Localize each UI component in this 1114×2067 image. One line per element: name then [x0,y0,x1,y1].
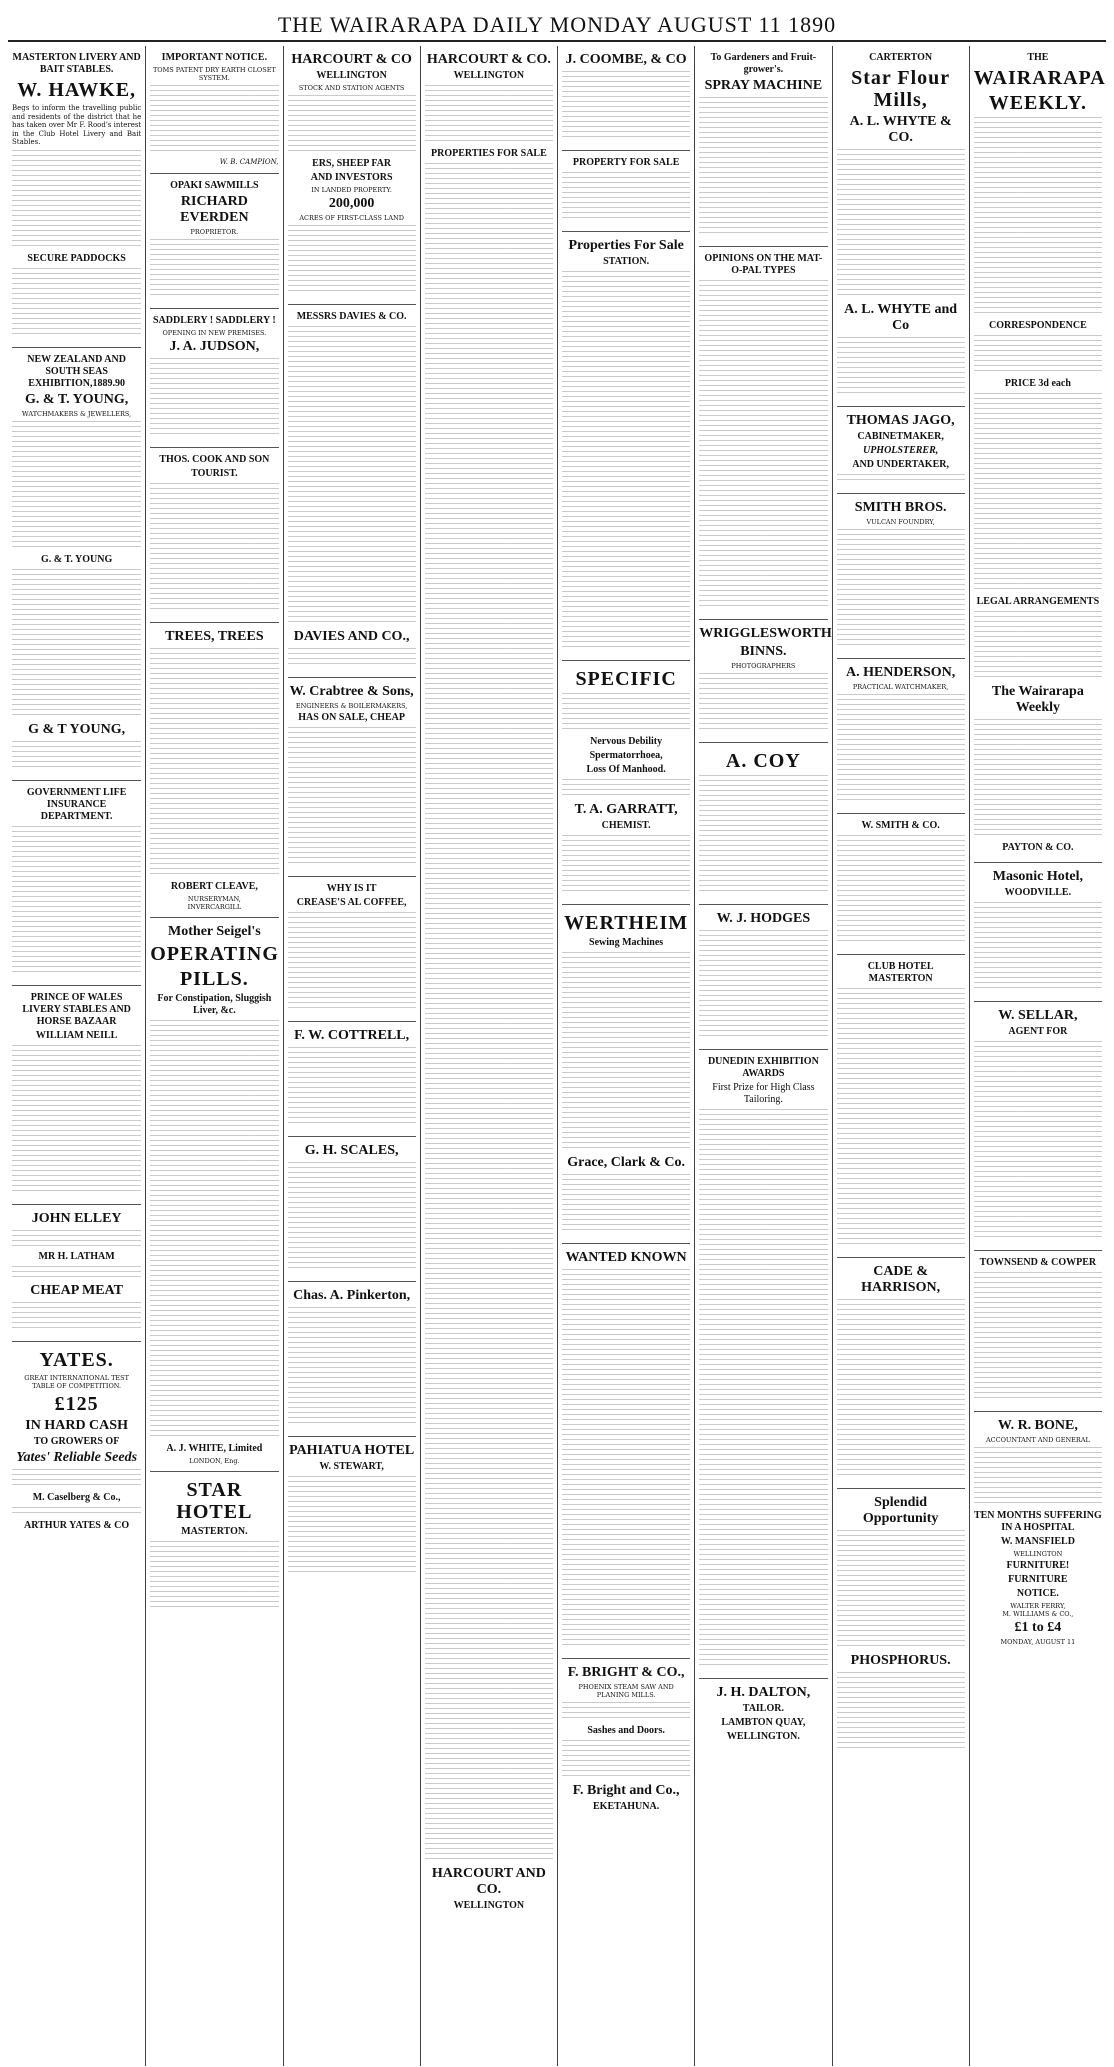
text-block [288,1476,416,1576]
text-block [837,474,965,484]
ad-heading: PRICE 3d each [1004,378,1071,389]
ad-crabtree [288,678,416,877]
ad-subheading: Sewing Machines [589,937,664,948]
ad-name: G. H. SCALES, [304,1143,399,1158]
ad-heading: Spermatorrhoea, [589,750,663,761]
text-block [288,95,416,155]
ad-heading: WANTED KNOWN [565,1250,687,1265]
ad-name: W. SMITH & CO. [861,820,940,831]
text-block [288,648,416,668]
ad-name: A. HENDERSON, [845,665,956,680]
ad-name: M. Caselberg & Co., [32,1491,121,1503]
ad-pinkerton [288,1282,416,1437]
ad-young [12,348,141,781]
ad-name: F. BRIGHT & CO., [567,1665,685,1680]
ad-heading: NOTICE. [1016,1588,1059,1599]
ad-elley [12,1205,141,1342]
ad-weekly [973,46,1106,863]
ad-name: J. H. DALTON, [716,1685,811,1700]
ad-subheading: STOCK AND STATION AGENTS [298,84,405,92]
text-block [837,988,965,1248]
ad-heading: Sashes and Doors. [587,1725,665,1736]
ad-name: TOWNSEND & COWPER [979,1257,1097,1268]
ad-name: W. HAWKE, [17,79,137,101]
text-block [699,1109,827,1669]
text-block [974,719,1102,839]
ad-davies [288,305,416,678]
ad-jago [837,407,965,494]
page-title: THE WAIRARAPA DAILY MONDAY AUGUST 11 1890 [277,12,837,37]
text-block [150,239,278,299]
ad-name: J. A. JUDSON, [169,338,260,354]
seeds-logo-text: Yates' Reliable Seeds [16,1449,138,1465]
ad-heading: PROPERTIES FOR SALE [430,148,547,159]
ad-heading: PRINCE OF WALES LIVERY STABLES AND HORSE BAZAAR [22,991,131,1027]
ad-name: G & T YOUNG, [28,721,126,737]
ad-name: WALTER FERRY, [1010,1602,1066,1610]
ad-date: MONDAY, AUGUST 11 [1000,1638,1076,1646]
text-block [837,1672,965,1752]
ad-subheading: WELLINGTON [453,1900,525,1911]
ad-heading: To Gardeners and Fruit-grower's. [710,52,817,75]
ad-coy [699,743,827,905]
ad-heading: GOVERNMENT LIFE INSURANCE DEPARTMENT. [26,786,127,822]
ad-name: THOS. COOK AND SON [159,453,270,465]
ad-name: ARTHUR YATES & CO [24,1519,130,1531]
ad-patent [150,46,278,174]
column-1 [8,46,145,2066]
ad-name: Star Flour Mills, [851,67,951,111]
ad-heading: FURNITURE [1008,1574,1068,1585]
ad-heading: CARTERTON [869,52,933,63]
columns [8,46,1106,2066]
ad-subheading: WELLINGTON [1013,1550,1063,1558]
text-block [288,225,416,295]
ad-subheading: W. STEWART, [319,1461,384,1472]
ad-name: MESSRS DAVIES & CO. [296,311,407,322]
ad-heading: TREES, TREES [165,628,264,644]
ad-smith-bros [837,494,965,659]
ad-name: THOMAS JAGO, [846,413,955,428]
ad-name: F. W. COTTRELL, [294,1028,410,1043]
ad-star-flour [837,46,965,407]
ad-text: Begs to inform the travelling public and residents of the district that he has taken over Mr F. Rood's interest in the Club Hotel Livery and Bait Stables. [12,104,142,146]
text-block [12,826,141,976]
ad-subheading: WELLINGTON. [726,1731,800,1742]
ad-subheading: VULCAN FOUNDRY, [866,518,935,526]
column-5 [557,46,694,2066]
ad-name: Masonic Hotel, [992,869,1083,884]
ad-club-hotel [837,955,965,1258]
ad-heading: PHOSPHORUS. [850,1653,951,1668]
ad-name: SMITH BROS. [854,500,947,515]
ad-subheading: ACCOUNTANT AND GENERAL [985,1436,1090,1444]
text-block [12,1507,141,1517]
text-block [562,271,690,651]
ad-heading: TO GROWERS OF [33,1435,120,1447]
ad-station [562,232,690,661]
ad-yates [12,1342,141,1540]
ad-heading: CHEAP MEAT [30,1282,123,1298]
ad-dunedin [699,1050,827,1679]
ad-name: F. Bright and Co., [572,1783,680,1798]
text-block [562,1174,690,1234]
column-4 [420,46,557,2066]
ad-subheading: TAILOR. [742,1703,784,1714]
ad-subheading: ENGINEERS & BOILERMAKERS, [295,702,408,710]
ad-heading: Splendid Opportunity [862,1495,939,1526]
ad-subheading: GREAT INTERNATIONAL TEST TABLE OF COMPETITION. [24,1373,129,1390]
ad-star-hotel [150,1472,278,1620]
text-block [150,648,278,878]
ad-subheading: TOMS PATENT DRY EARTH CLOSET SYSTEM. [152,66,276,82]
column-3 [283,46,420,2066]
ad-cottrell [288,1022,416,1137]
ad-subheading: WOODVILLE. [1004,887,1072,898]
text-block [837,694,965,804]
text-block [12,569,141,719]
ad-subheading: PROPRIETOR. [190,227,239,236]
ad-subheading: CHEMIST. [601,820,651,831]
text-block [150,1020,278,1440]
ad-subheading: EKETAHUNA. [593,1801,660,1812]
ad-subheading: CABINETMAKER, [857,431,944,442]
ad-insurance [12,781,141,986]
ad-subheading: MASTERTON. [181,1525,248,1537]
text-block [837,835,965,945]
text-block [699,97,827,237]
ad-heading: OPERATING [150,942,279,965]
ad-subheading: First Prize for High Class Tailoring. [712,1082,815,1105]
ad-name: HARCOURT & CO [291,52,412,67]
text-block [837,337,965,397]
ad-subheading: UPHOLSTERER, [862,445,939,456]
text-block [837,1530,965,1650]
prize-amount: £125 [54,1392,99,1415]
ad-scales [288,1137,416,1282]
ad-name: DAVIES AND CO., [293,629,410,644]
text-block [974,335,1102,375]
ad-name: CLUB HOTEL MASTERTON [867,961,934,984]
ad-heading: OPAKI SAWMILLS [170,179,259,191]
ad-bone [974,1412,1102,1652]
ad-heading: AND INVESTORS [310,172,393,183]
ad-signature: HARCOURT AND CO. [431,1866,546,1897]
ad-subheading: WATCHMAKERS & JEWELLERS, [22,409,132,418]
ad-coffee [288,877,416,1022]
ad-name: YATES. [39,1348,114,1371]
ad-harcourt-properties [425,46,553,1920]
ad-name: MR H. LATHAM [38,1250,115,1262]
text-block [562,1740,690,1780]
text-block [562,1269,690,1649]
ad-matopal [699,247,827,620]
column-2 [145,46,282,2066]
text-block [12,741,141,771]
text-block [974,902,1102,992]
ad-name: WERTHEIM [564,912,689,934]
ad-heading: HAS ON SALE, CHEAP [298,712,405,723]
ad-heading: Properties For Sale [568,238,684,253]
text-block [288,1047,416,1127]
ad-heading: ERS, SHEEP FAR [312,158,392,169]
text-block [837,529,965,649]
ad-subheading: LAMBTON QUAY, [721,1717,806,1728]
column-8 [969,46,1106,2066]
text-block [699,280,827,610]
text-block [974,117,1102,317]
ad-name: BINNS. [740,644,787,659]
ad-heading: Loss Of Manhood. [586,764,666,775]
ad-townsend [974,1251,1102,1412]
ad-price: £1 to £4 [1014,1620,1062,1635]
ad-heading: IMPORTANT NOTICE. [161,52,268,63]
ad-heading: MASTERTON LIVERY AND BAIT STABLES. [12,52,141,75]
ad-name: A. COY [725,750,801,772]
column-6 [694,46,831,2066]
text-block [562,952,690,1152]
ad-signature: PAYTON & CO. [1002,842,1074,853]
ad-name: G. & T. YOUNG [41,553,113,565]
text-block [562,693,690,733]
text-block [150,358,278,438]
ad-heading: IN HARD CASH [25,1417,128,1433]
ad-subheading: WELLINGTON [453,70,525,81]
ad-name: W. R. BONE, [997,1418,1078,1433]
text-block [12,1302,141,1332]
text-block [288,326,416,626]
ad-wanted [562,1244,690,1659]
text-block [288,1307,416,1427]
ad-heading: PILLS. [179,967,249,990]
ad-name: SPECIFIC [575,668,677,690]
ad-subheading: IN LANDED PROPERTY. [311,186,392,194]
ad-prince [12,986,141,1205]
text-block [425,163,553,1863]
ad-heading: SADDLERY ! SADDLERY ! [153,314,276,326]
text-block [288,727,416,867]
ad-subheading: PHOENIX STEAM SAW AND PLANING MILLS. [578,1683,674,1699]
ad-name: HARCOURT & CO. [426,52,551,67]
ad-hodges [699,905,827,1050]
ad-sellar [974,1002,1102,1251]
ad-subheading: STATION. [603,256,650,267]
ad-heading: PROPERTY FOR SALE [572,157,680,168]
ad-heading: LEGAL ARRANGEMENTS [976,596,1100,607]
ad-heading: NEW ZEALAND AND SOUTH SEAS EXHIBITION,1889.90 [27,353,126,389]
ad-spray [699,46,827,247]
ad-name: W. Crabtree & Sons, [289,684,414,699]
ad-name: The Wairarapa Weekly [991,684,1084,715]
ad-heading: Nervous Debility [590,736,663,747]
ad-name: A. L. WHYTE and Co [844,302,958,333]
ad-name: JOHN ELLEY [31,1210,122,1226]
ad-heading: SECURE PADDOCKS [27,252,126,264]
ad-subheading: PRACTICAL WATCHMAKER, [852,683,949,691]
ad-wsmith [837,814,965,955]
text-block [974,393,1102,593]
text-block [12,150,141,250]
ad-name: ROBERT CLEAVE, [170,880,258,892]
text-block [12,1230,141,1248]
ad-name: A. J. WHITE, Limited [166,1442,263,1454]
ad-cook [150,448,278,623]
ad-subheading: TOURIST. [191,467,238,479]
text-block [12,268,141,338]
text-block [837,1299,965,1479]
text-block [974,611,1102,681]
ad-heading: TEN MONTHS SUFFERING IN A HOSPITAL [973,1510,1102,1533]
ad-heading: DUNEDIN EXHIBITION AWARDS [707,1056,819,1079]
ad-name: STAR HOTEL [176,1478,253,1523]
ad-name: Chas. A. Pinkerton, [293,1288,411,1303]
ad-cade [837,1258,965,1489]
text-block [699,673,827,733]
ad-name: RICHARD EVERDEN [180,193,249,225]
ad-name: J. COOMBE, & CO [565,52,687,67]
text-block [974,1272,1102,1402]
ad-subheading: WELLINGTON [316,70,387,81]
ad-heading: 200,000 [328,196,375,211]
ad-subheading: AGENT FOR [1008,1026,1068,1037]
ad-opaki [150,174,278,309]
ad-signature: W. B. CAMPION, [219,158,279,166]
ad-name: CREASE'S AL COFFEE, [296,897,407,908]
ad-wrigglesworth [699,620,832,743]
text-block [150,1541,278,1611]
ad-heading: CORRESPONDENCE [988,320,1087,331]
ad-name: Mother Seigel's [168,923,261,939]
ad-seigel [150,918,278,1472]
ad-heading: OPINIONS ON THE MAT-O-PAL TYPES [704,253,823,276]
ad-name: M. WILLIAMS & CO., [1002,1610,1074,1618]
ad-masonic [974,863,1102,1002]
ad-name: G. & T. YOUNG, [25,391,129,407]
ad-subheading: OPENING IN NEW PREMISES. [162,328,267,337]
text-block [12,421,141,551]
ad-name: CADE & HARRISON, [861,1264,941,1295]
ad-name: WILLIAM NEILL [35,1029,118,1041]
ad-dalton [699,1679,827,1751]
text-block [562,779,690,799]
column-7 [832,46,969,2066]
text-block [974,1041,1102,1241]
ad-trees [150,623,278,918]
ad-name: WRIGGLESWORTH [699,626,832,641]
text-block [150,483,278,613]
ad-subheading: PHOTOGRAPHERS [731,662,796,670]
ad-name: A. L. WHYTE & CO. [849,114,952,145]
ad-subheading: ACRES OF FIRST-CLASS LAND [299,214,404,222]
ad-hawke [12,46,141,348]
ad-harcourt [288,46,416,305]
ad-specific [562,661,690,905]
ad-henderson [837,659,965,814]
ad-wertheim [562,905,690,1244]
text-block [562,1702,690,1722]
ad-pahiatua [288,1437,416,1585]
ad-name: T. A. GARRATT, [574,802,678,817]
ad-heading: WHY IS IT [326,883,377,894]
ad-name: W. SELLAR, [998,1008,1078,1023]
ad-name: WAIRARAPA [973,67,1106,89]
masthead [8,10,1106,42]
text-block [12,1469,141,1489]
ad-judson [150,309,278,448]
text-block [12,1266,141,1280]
ad-subheading: AND UNDERTAKER, [852,459,949,470]
ad-property-sale [562,151,690,232]
text-block [837,149,965,299]
ad-name: WEEKLY. [988,92,1088,114]
text-block [12,1045,141,1195]
text-block [562,172,690,222]
ad-heading: FURNITURE! [1006,1560,1070,1571]
ad-subheading: NURSERYMAN, [187,894,241,903]
text-block [288,912,416,1012]
text-block [150,85,278,155]
ad-heading: THE [1027,52,1049,63]
ad-coombe [562,46,690,151]
ad-subheading: For Constipation, Sluggish Liver, &c. [157,992,272,1016]
ad-subheading: INVERCARGILL [187,902,242,911]
ad-subheading: LONDON, Eng. [189,1456,240,1465]
ad-phosphorus [837,1489,965,1761]
ad-name: Grace, Clark & Co. [567,1155,686,1170]
ad-name: W. MANSFIELD [1000,1536,1075,1547]
ad-name: SPRAY MACHINE [704,78,823,93]
ad-bright [562,1659,690,1821]
text-block [425,85,553,145]
text-block [562,835,690,895]
text-block [562,71,690,141]
ad-name: W. J. HODGES [716,911,811,926]
text-block [699,930,827,1040]
text-block [288,1162,416,1272]
text-block [699,775,827,895]
text-block [974,1447,1102,1507]
ad-name: PAHIATUA HOTEL [289,1443,415,1458]
